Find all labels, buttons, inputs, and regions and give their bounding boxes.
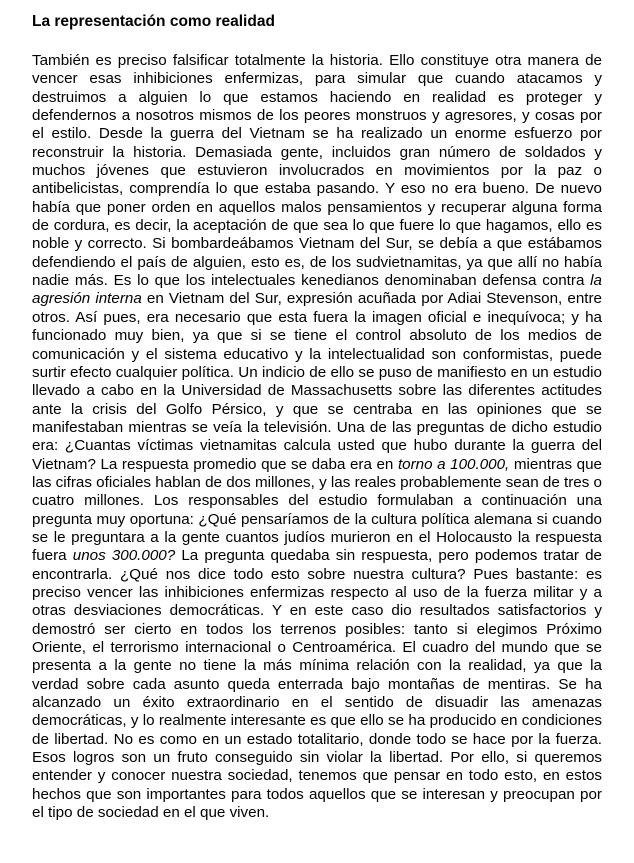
body-paragraph bbox=[32, 52, 602, 822]
italic-run: la agresión interna bbox=[32, 272, 602, 308]
text-run: en Vietnam del Sur, expresión acuñada por Adiai Stevenson, entre otros. Así pues, era necesario que esta fuera la imagen oficial e inequívoca; y ha funcionado muy bien, ya que si se tiene el control absoluto de los medios de comunicación y el sistema educativo y la intelectualidad son conformistas, puede surtir efecto cualquier política. Un indicio de ello se puso de manifiesto en un estudio llevado a cabo en la Universidad de Massachusetts sobre las diferentes actitudes ante la crisis del Golfo Pérsico, y que se centraba en las opiniones que se manifestaban mientras se veía la televisión. Una de las preguntas de dicho estudio era: ¿Cuantas víctimas vietnamitas calcula usted que hubo durante la guerra del Vietnam? La respuesta promedio que se daba era en bbox=[32, 290, 602, 473]
text-run: La pregunta quedaba sin respuesta, pero podemos tratar de encontrarla. ¿Qué nos dice todo esto sobre nuestra cultura? Pues bastante: es preciso vencer las inhibiciones enfermizas respecto al uso de la fuerza militar y a otras desviaciones democráticas. Y en este caso dio resultados satisfactorios y demostró ser cierto en todos los terrenos posibles: tanto si elegimos Próximo Oriente, el terrorismo internacional o Centroamérica. El cuadro del mundo que se presenta a la gente no tiene la más mínima relación con la realidad, ya que la verdad sobre cada asunto queda enterrada bajo montañas de mentiras. Se ha alcanzado un éxito extraordinario en el sentido de disuadir las amenazas democráticas, y lo realmente interesante es que ello se ha producido en condiciones de libertad. No es como en un estado totalitario, donde todo se hace por la fuerza. Esos logros son un fruto conseguido sin violar la libertad. Por ello, si queremos entender y conocer nuestra sociedad, tenemos que pensar en todo esto, en estos hechos que son importantes para todos aquellos que se interesan y preocupan por el tipo de sociedad en el que viven. bbox=[32, 547, 602, 822]
italic-run: unos 300.000? bbox=[72, 547, 176, 565]
italic-run: torno a 100.000, bbox=[397, 455, 510, 473]
document-title: La representación como realidad bbox=[32, 13, 275, 30]
text-run: mientras que las cifras oficiales hablan de dos millones, y las reales probablemente sean de tres o cuatro millones. Los responsables del estudio formulaban a continuación una pregunta muy oportuna: ¿Qué pensaríamos de la cultura política alemana si cuando se le preguntara a la gente cuantos judíos murieron en el Holocausto la respuesta fuera bbox=[32, 455, 603, 565]
text-run: También es preciso falsificar totalmente la historia. Ello constituye otra manera de vencer esas inhibiciones enfermizas, para simular que cuando atacamos y destruimos a alguien lo que estamos haciendo en realidad es proteger y defendernos a nosotros mismos de los peores monstruos y agresores, y cosas por el estilo. Desde la guerra del Vietnam se ha realizado un enorme esfuerzo por reconstruir la historia. Demasiada gente, incluidos gran número de soldados y muchos jóvenes que estuvieron involucrados en movimientos por la paz o antibelicistas, comprendía lo que estaba pasando. Y eso no era bueno. De nuevo había que poner orden en aquellos malos pensamientos y recuperar alguna forma de cordura, es decir, la aceptación de que sea lo que fuere lo que hagamos, ello es noble y correcto. Si bombardeábamos Vietnam del Sur, se debía a que estábamos defendiendo el país de alguien, esto es, de los sudvietnamitas, ya que allí no había nadie más. Es lo que los intelectuales kenedianos denominaban defensa contra bbox=[32, 52, 602, 290]
